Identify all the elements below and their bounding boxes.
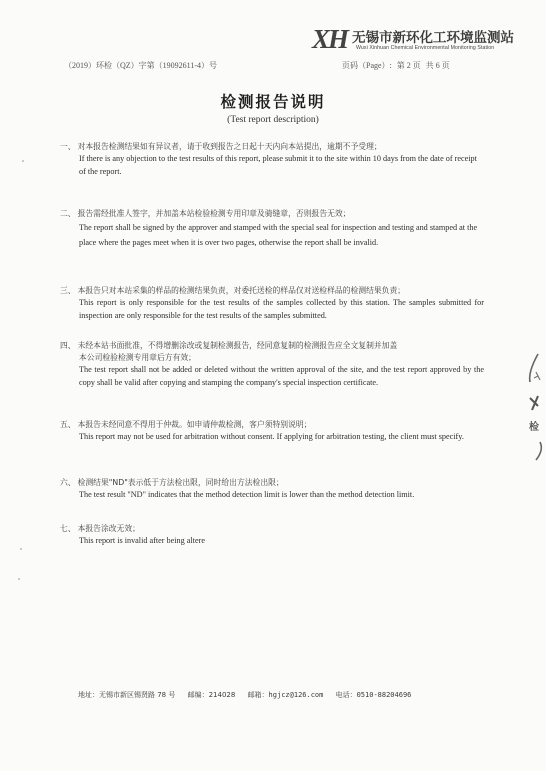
item-en: The test result "ND" indicates that the method detection limit is lower than the method detection limit. (79, 490, 415, 499)
report-number: （2019）环检（QZ）字第（19092611-4）号 (64, 61, 218, 70)
footer-email: 邮箱：hgjcz@126.com (247, 691, 324, 699)
description-item-4 (60, 340, 484, 389)
page-footer (78, 690, 421, 700)
item-cn: 七、 本报告涂改无效； (60, 524, 140, 533)
org-name-cn: 无锡市新环化工环境监测站 (352, 30, 514, 46)
item-en: The report shall be signed by the approver and stamped with the special seal for inspection and testing and stamped at the place where the pages meet when it is over two pages, otherwise the report shall be invalid. (79, 223, 478, 247)
description-item-6 (60, 477, 484, 502)
item-cn: 四、 未经本站书面批准，不得增删涂改或复制检测报告，经同意复制的检测报告应全文复制并加盖 本公司检验检测专用章后方有效； (60, 341, 398, 362)
item-cn: 五、 本报告未经同意不得用于仲裁。如申请仲裁检测，客户须特别说明； (60, 420, 312, 429)
item-en: The test report shall not be added or deleted without the written approval of the site, and the test report approved by the copy shall be valid after copying and stamping the company's special inspection certificate. (79, 365, 484, 387)
scan-speck (22, 160, 24, 162)
seam-stamp-outline (524, 352, 546, 462)
seam-stamp-fragment (524, 352, 546, 462)
logo-mark: XH (312, 24, 348, 54)
org-logo (312, 24, 522, 58)
item-en: This report is invalid after being altere (79, 536, 205, 545)
org-name-en: Wuxi Xinhuan Chemical Environmental Monitoring Station (356, 45, 495, 51)
scan-speck (18, 578, 20, 580)
item-en: This report may not be used for arbitration without consent. If applying for arbitration testing, the client must specify. (79, 432, 464, 441)
footer-address: 地址：无锡市新区锡贤路 78 号 (78, 691, 176, 699)
page-info (342, 60, 453, 71)
footer-postcode: 邮编：214028 (187, 691, 236, 699)
description-item-5 (60, 419, 484, 444)
item-en: If there is any objection to the test results of this report, please submit it to the site within 10 days from the date of receipt of the report. (79, 154, 477, 176)
scan-speck (20, 548, 22, 550)
page-subtitle: (Test report description) (227, 115, 319, 125)
item-en: This report is only responsible for the test results of the samples collected by this station. The samples submitted for inspection are only responsible for the test results of the samples submitted. (79, 298, 484, 320)
description-item-3 (60, 285, 484, 322)
page-label: 页码（Page）: (342, 61, 392, 70)
page-current: 第 2 页 (396, 61, 421, 70)
item-cn: 六、 检测结果"ND"表示低于方法检出限，同时给出方法检出限； (60, 478, 284, 487)
footer-phone: 电话：0510-88204696 (335, 691, 412, 699)
description-item-7 (60, 523, 484, 548)
item-cn: 三、 本报告只对本站采集的样品的检测结果负责，对委托送检的样品仅对送检样品的检测结果负责； (60, 286, 406, 295)
description-item-1 (60, 141, 484, 178)
seam-stamp-char: 检 (529, 422, 539, 433)
page-total: 共 6 页 (425, 61, 450, 70)
item-cn: 一、 对本报告检测结果如有异议者，请于收到报告之日起十天内向本站提出，逾期不予受理； (60, 142, 382, 151)
page-title: 检测报告说明 (220, 93, 326, 111)
item-cn: 二、 报告需经批准人签字，并加盖本站检验检测专用印章及骑缝章，否则报告无效； (60, 209, 351, 218)
description-item-2 (60, 208, 484, 250)
